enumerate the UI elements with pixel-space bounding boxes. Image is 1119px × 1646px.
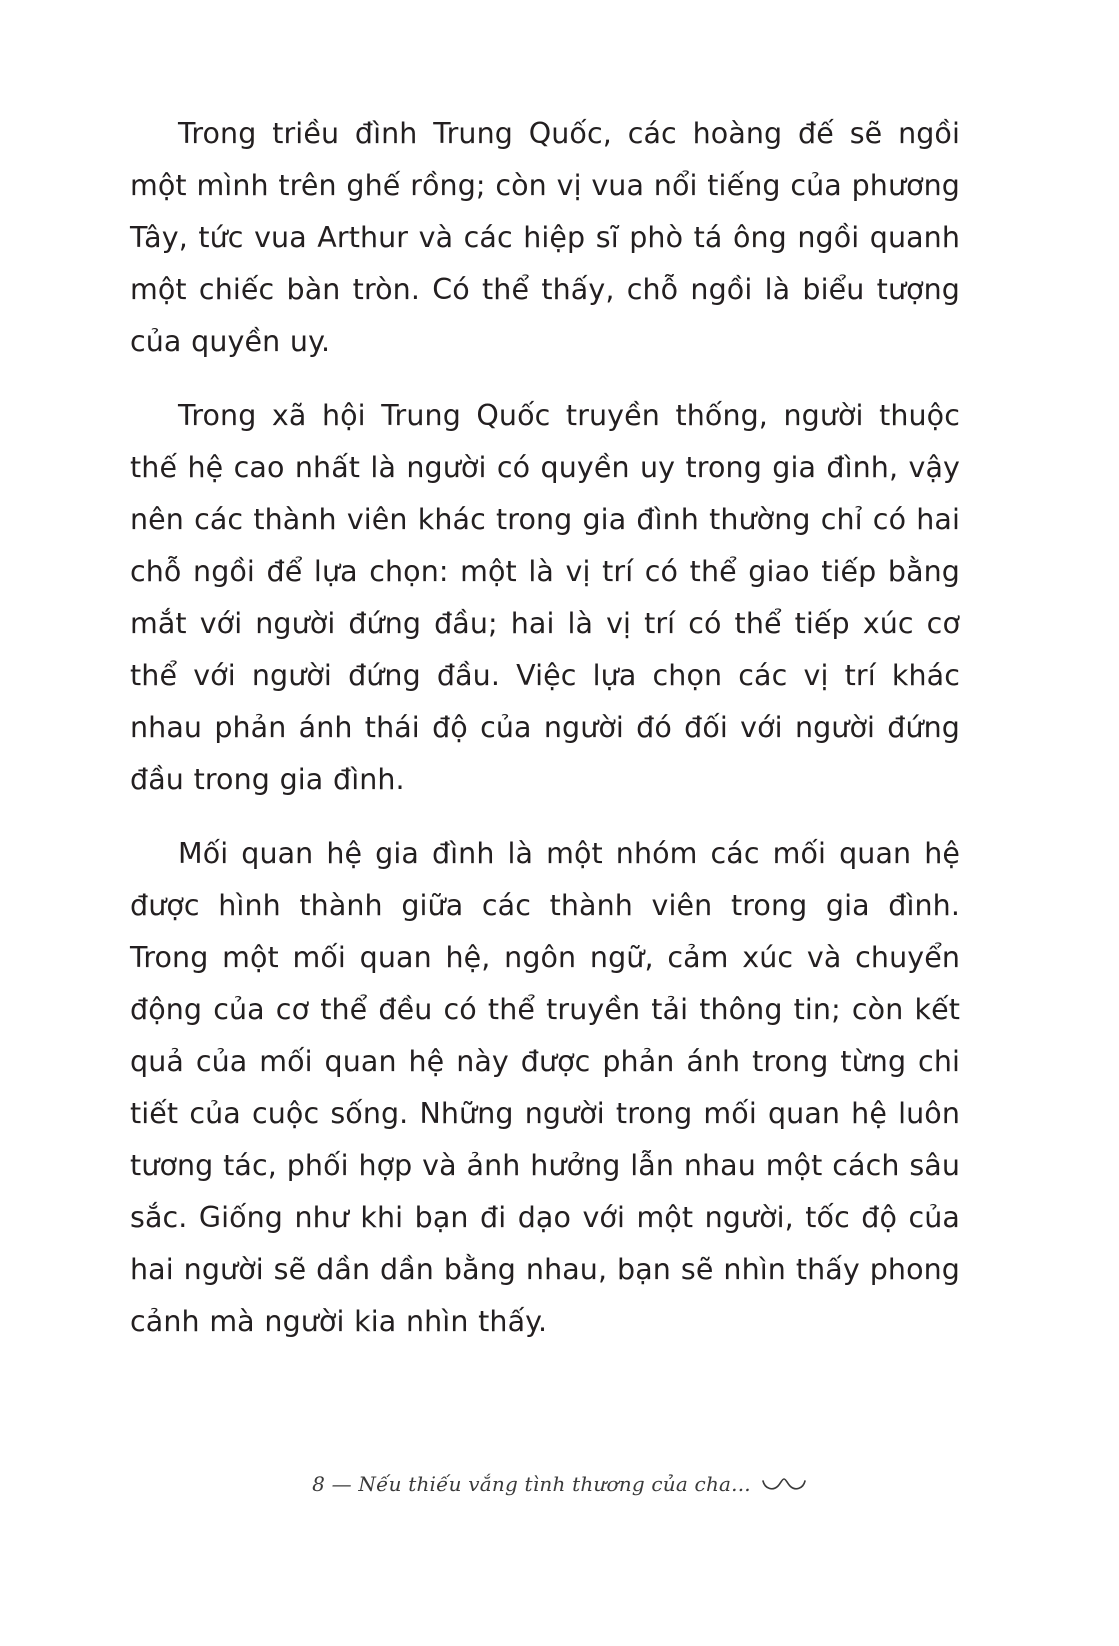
swirl-ornament-icon [761, 1475, 807, 1493]
body-paragraph: Trong triều đình Trung Quốc, các hoàng đế sẽ ngồi một mình trên ghế rồng; còn vị vua nổi tiếng của phương Tây, tức vua Arthur và các hiệp sĩ phò tá ông ngồi quanh một chiếc bàn tròn. Có thể thấy, chỗ ngồi là biểu tượng của quyền uy. [130, 117, 960, 358]
body-paragraph: Trong xã hội Trung Quốc truyền thống, người thuộc thế hệ cao nhất là người có quyền uy trong gia đình, vậy nên các thành viên khác trong gia đình thường chỉ có hai chỗ ngồi để lựa chọn: một là vị trí có thể giao tiếp bằng mắt với người đứng đầu; hai là vị trí có thể tiếp xúc cơ thể với người đứng đầu. Việc lựa chọn các vị trí khác nhau phản ánh thái độ của người đó đối với người đứng đầu trong gia đình. [130, 399, 960, 796]
page-footer [0, 1472, 1119, 1496]
footer-running-title: 8 — Nếu thiếu vắng tình thương của cha... [312, 1472, 751, 1496]
body-paragraph: Mối quan hệ gia đình là một nhóm các mối quan hệ được hình thành giữa các thành viên trong gia đình. Trong một mối quan hệ, ngôn ngữ, cảm xúc và chuyển động của cơ thể đều có thể truyền tải thông tin; còn kết quả của mối quan hệ này được phản ánh trong từng chi tiết của cuộc sống. Những người trong mối quan hệ luôn tương tác, phối hợp và ảnh hưởng lẫn nhau một cách sâu sắc. Giống như khi bạn đi dạo với một người, tốc độ của hai người sẽ dần dần bằng nhau, bạn sẽ nhìn thấy phong cảnh mà người kia nhìn thấy. [130, 837, 960, 1338]
page-body [130, 108, 960, 1348]
